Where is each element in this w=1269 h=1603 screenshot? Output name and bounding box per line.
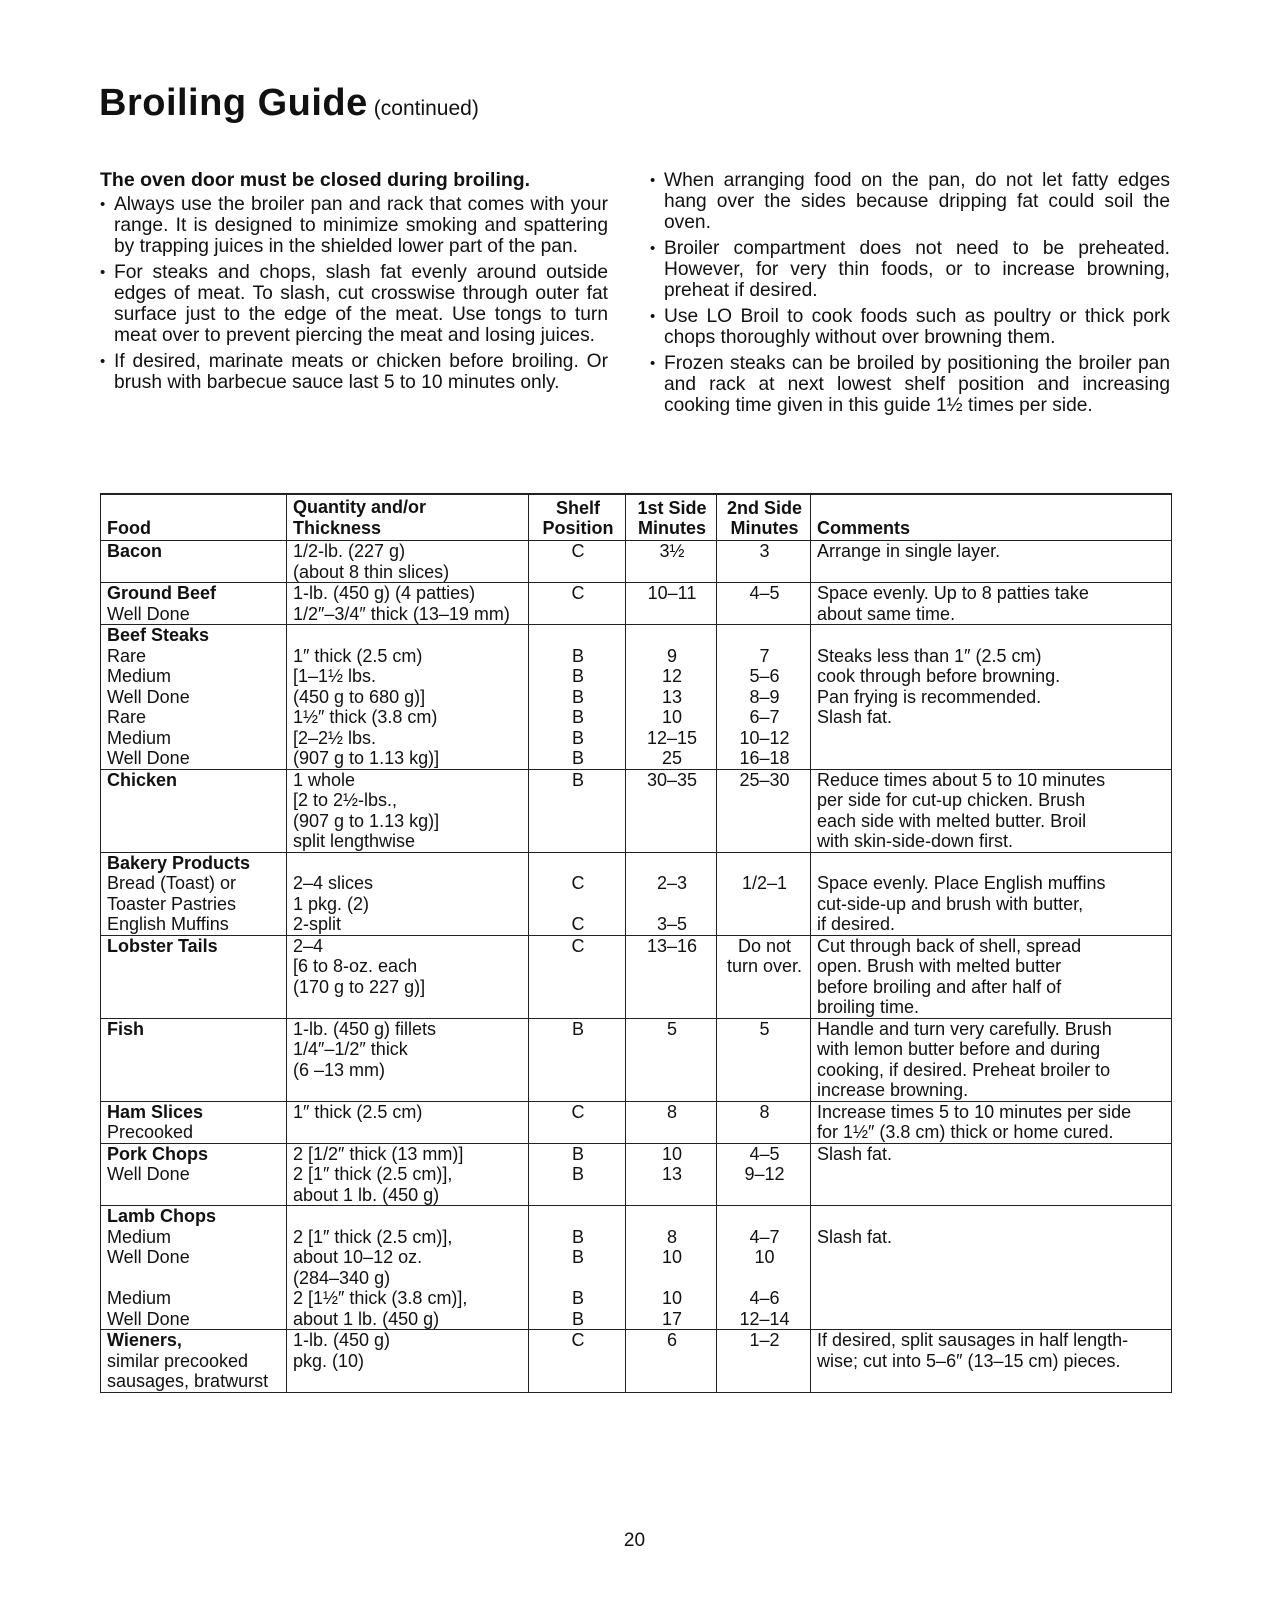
cell-quantity-line: (450 g to 680 g)] [293, 686, 426, 707]
cell-side2 [717, 583, 811, 625]
cell-comments-line: Steaks less than 1″ (2.5 cm) [817, 645, 1042, 666]
cell-side2 [717, 769, 811, 852]
cell-side1-line: 10 [661, 1143, 683, 1164]
cell-comments [811, 583, 1172, 625]
cell-side2-line: 1/2–1 [741, 873, 788, 893]
cell-side1-line [632, 853, 712, 874]
cell-side1 [626, 541, 717, 583]
title-sub: (continued) [373, 97, 479, 120]
cell-shelf-line: C [571, 935, 585, 956]
cell-side2 [717, 1206, 811, 1289]
cell-food-line: Well Done [107, 603, 190, 624]
header-food: Food [101, 494, 287, 541]
cell-quantity-line: (about 8 thin slices) [293, 561, 450, 582]
header-side1-line: 1st Side [637, 498, 707, 518]
header-comments: Comments [811, 494, 1172, 541]
cell-comments-line: Handle and turn very carefully. Brush [817, 1018, 1112, 1039]
cell-quantity-line: pkg. (10) [293, 1350, 365, 1371]
cell-quantity [287, 935, 529, 1018]
cell-shelf-line [535, 625, 621, 646]
cell-comments-line: Increase times 5 to 10 minutes per side [817, 1101, 1132, 1122]
cell-shelf-line [535, 853, 621, 874]
cell-quantity [287, 1330, 529, 1393]
header-side2 [717, 494, 811, 541]
cell-food-line: Toaster Pastries [107, 893, 237, 914]
cell-quantity-line: (907 g to 1.13 kg)] [293, 748, 440, 768]
cell-shelf-line: B [571, 1143, 584, 1164]
cell-quantity-line: [2 to 2½-lbs., [293, 790, 398, 810]
cell-side1-line: 3½ [659, 541, 685, 561]
cell-side2 [717, 1018, 811, 1101]
cell-shelf-line: B [571, 1018, 584, 1039]
cell-comments-line: Pan frying is recommended. [817, 686, 1042, 707]
cell-food-line: Well Done [107, 1308, 190, 1329]
cell-side2-line: 4–5 [749, 1143, 780, 1164]
cell-side1-line [632, 894, 712, 915]
cell-comments [811, 1206, 1172, 1289]
cell-side1-line: 10–11 [647, 583, 697, 603]
cell-side1-line: 10 [661, 1247, 683, 1267]
cell-side2 [717, 1101, 811, 1143]
cell-comments-line: Cut through back of shell, spread [817, 935, 1082, 956]
cell-side2-line [723, 1206, 806, 1227]
cell-food [101, 1101, 287, 1143]
cell-side2-line: 16–18 [739, 748, 790, 768]
cell-quantity-line: [6 to 8-oz. each [293, 956, 418, 976]
table-row [101, 1101, 1172, 1143]
cell-side1 [626, 1018, 717, 1101]
intro-bullet: • Use LO Broil to cook foods such as poultry or thick pork chops thoroughly without over browning them. [650, 306, 1170, 348]
cell-side1-line: 13–16 [646, 935, 698, 956]
cell-side2 [717, 707, 811, 769]
cell-quantity-line: about 1 lb. (450 g) [293, 1308, 440, 1329]
cell-quantity-line: 1-lb. (450 g) [293, 1330, 391, 1350]
cell-side1-line [632, 1206, 712, 1227]
cell-quantity [287, 1206, 529, 1289]
cell-shelf-line: B [571, 727, 584, 748]
cell-shelf-line: B [571, 1247, 584, 1267]
cell-side1 [626, 583, 717, 625]
intro-columns [100, 170, 1170, 421]
table-body [101, 541, 1172, 1393]
cell-food-line: Well Done [107, 1247, 190, 1267]
cell-comments-line: wise; cut into 5–6″ (13–15 cm) pieces. [817, 1350, 1121, 1371]
cell-shelf-line [535, 894, 621, 915]
table-header [101, 494, 1172, 541]
cell-quantity-line: (284–340 g) [293, 1267, 391, 1288]
cell-side2-line [723, 914, 806, 935]
cell-shelf-line: B [571, 686, 584, 707]
cell-food [101, 625, 287, 708]
cell-shelf [529, 1143, 626, 1206]
cell-quantity-line: 1″ thick (2.5 cm) [293, 645, 423, 666]
cell-quantity-line: 1 pkg. (2) [293, 893, 370, 914]
header-shelf [529, 494, 626, 541]
food-name: Bakery Products [107, 852, 251, 873]
cell-shelf-line: C [571, 873, 585, 893]
cell-shelf [529, 1101, 626, 1143]
cell-side2-line: 4–6 [749, 1288, 780, 1308]
cell-shelf-line: B [571, 645, 584, 666]
intro-bullet: • Always use the broiler pan and rack that comes with your range. It is designed to minimize smoking and spattering by trapping juices in the shielded lower part of the pan. [100, 194, 608, 257]
food-name: Chicken [107, 769, 178, 790]
cell-quantity-line: 2 [1½″ thick (3.8 cm)], [293, 1288, 468, 1308]
cell-quantity-line: (6 –13 mm) [293, 1059, 386, 1080]
header-row [101, 494, 1172, 541]
cell-quantity [287, 541, 529, 583]
cell-side1 [626, 1206, 717, 1289]
cell-side2 [717, 1143, 811, 1206]
cell-shelf-line: B [571, 1308, 584, 1329]
cell-side1-line: 10 [661, 707, 683, 727]
cell-side2-line: 12–14 [739, 1308, 790, 1329]
intro-bullet: • Broiler compartment does not need to be preheated. However, for very thin foods, or to increase browning, preheat if desired. [650, 238, 1170, 301]
cell-comments [811, 935, 1172, 1018]
cell-quantity-line: 1/4″–1/2″ thick [293, 1039, 408, 1059]
title-main: Broiling Guide [99, 82, 368, 124]
cell-quantity-line: about 1 lb. (450 g) [293, 1184, 440, 1205]
cell-side2-line: 5 [759, 1018, 770, 1039]
cell-food [101, 1143, 287, 1206]
cell-side1-line: 10 [661, 1288, 683, 1308]
cell-comments-line: per side for cut-up chicken. Brush [817, 790, 1086, 810]
food-name: Ground Beef [107, 583, 217, 603]
cell-shelf [529, 707, 626, 769]
header-shelf-line: Shelf [555, 498, 600, 518]
cell-comments-line: cook through before browning. [817, 666, 1061, 686]
cell-food-line: Medium [107, 1288, 172, 1308]
cell-side2-line [723, 853, 806, 874]
intro-left-column [100, 170, 608, 421]
table-row [101, 1018, 1172, 1101]
cell-shelf-line [535, 1206, 621, 1227]
cell-shelf-line: B [571, 666, 584, 686]
cell-quantity [287, 625, 529, 708]
cell-food-line: English Muffins [107, 914, 229, 934]
cell-side1-line: 8 [666, 1101, 677, 1122]
cell-comments-line: Reduce times about 5 to 10 minutes [817, 769, 1106, 790]
cell-side2-line: 6–7 [749, 707, 780, 727]
table-row [101, 1143, 1172, 1206]
table-row [101, 769, 1172, 852]
food-name: Ham Slices [107, 1101, 204, 1122]
cell-quantity-line: 1″ thick (2.5 cm) [293, 1101, 423, 1122]
cell-food [101, 1330, 287, 1393]
cell-quantity-line [293, 625, 524, 646]
cell-comments-line: cut-side-up and brush with butter, [817, 893, 1084, 914]
cell-food [101, 707, 287, 769]
cell-quantity-line: 1-lb. (450 g) (4 patties) [293, 583, 476, 603]
cell-comments [811, 707, 1172, 769]
cell-side2-line: 4–5 [749, 583, 780, 603]
cell-shelf-line: B [571, 1226, 584, 1247]
cell-food [101, 935, 287, 1018]
cell-food-line: Precooked [107, 1122, 194, 1142]
cell-side2 [717, 625, 811, 708]
cell-quantity-line: 1½″ thick (3.8 cm) [293, 707, 438, 727]
cell-side2-line [723, 894, 806, 915]
cell-side2-line: 8 [759, 1101, 770, 1122]
cell-quantity-line: 1/2-lb. (227 g) [293, 541, 406, 561]
cell-side2-line: 5–6 [749, 666, 780, 686]
cell-side1 [626, 1288, 717, 1330]
cell-shelf [529, 625, 626, 708]
cell-side1 [626, 935, 717, 1018]
cell-food [101, 541, 287, 583]
table-row [101, 1288, 1172, 1330]
table-row [101, 1330, 1172, 1393]
cell-side2-line: turn over. [726, 956, 803, 976]
cell-quantity-line: (170 g to 227 g)] [293, 976, 426, 997]
cell-comments-line: increase browning. [817, 1080, 969, 1100]
header-side2-line: 2nd Side [726, 498, 802, 518]
cell-comments-line: before broiling and after half of [817, 976, 1062, 997]
cell-food [101, 1288, 287, 1330]
cell-food [101, 1206, 287, 1289]
cell-side2 [717, 1288, 811, 1330]
cell-side2 [717, 935, 811, 1018]
header-quantity-line: Quantity and/or [293, 497, 427, 517]
cell-quantity [287, 852, 529, 935]
cell-shelf-line: C [571, 1330, 585, 1350]
intro-bullet: • For steaks and chops, slash fat evenly around outside edges of meat. To slash, cut crosswise through outer fat surface just to the edge of the meat. Use tongs to turn meat over to prevent piercing the meat and losing juices. [100, 262, 608, 346]
cell-food-line: Medium [107, 1226, 172, 1247]
cell-quantity [287, 1288, 529, 1330]
cell-food [101, 583, 287, 625]
cell-comments-line [817, 1206, 1167, 1227]
cell-comments-line: Slash fat. [817, 1143, 893, 1164]
cell-food-line: Well Done [107, 1164, 190, 1184]
cell-comments-line: Space evenly. Place English muffins [817, 873, 1106, 893]
cell-shelf [529, 583, 626, 625]
cell-food-line: sausages, bratwurst [107, 1371, 269, 1391]
header-quantity-line: Thickness [293, 517, 382, 538]
cell-comments-line: with lemon butter before and during [817, 1039, 1101, 1059]
cell-food-line: Medium [107, 727, 172, 748]
cell-side1-line: 13 [661, 1164, 683, 1184]
cell-side1 [626, 852, 717, 935]
cell-side1 [626, 1101, 717, 1143]
table-row [101, 852, 1172, 935]
cell-food-line: similar precooked [107, 1350, 249, 1371]
cell-quantity-line: [2–2½ lbs. [293, 727, 377, 748]
cell-side2-line [723, 625, 806, 646]
cell-comments-line: broiling time. [817, 997, 920, 1017]
cell-side2-line: 25–30 [739, 769, 790, 790]
table-row [101, 1206, 1172, 1289]
cell-shelf-line: C [571, 914, 585, 934]
cell-comments [811, 1143, 1172, 1206]
food-name: Bacon [107, 541, 163, 561]
cell-food-line: Rare [107, 707, 147, 727]
cell-side2-line: 1–2 [749, 1330, 780, 1350]
cell-comments-line: Space evenly. Up to 8 patties take [817, 583, 1089, 603]
cell-comments [811, 1101, 1172, 1143]
cell-comments-line: for 1½″ (3.8 cm) thick or home cured. [817, 1122, 1114, 1142]
cell-comments-line: Slash fat. [817, 707, 893, 727]
cell-comments-line: cooking, if desired. Preheat broiler to [817, 1059, 1111, 1080]
cell-side1-line: 6 [666, 1330, 677, 1350]
cell-shelf-line: B [571, 748, 584, 768]
cell-comments-line: If desired, split sausages in half length- [817, 1330, 1129, 1350]
cell-comments-line: Arrange in single layer. [817, 541, 1001, 561]
cell-quantity [287, 769, 529, 852]
cell-comments [811, 1288, 1172, 1330]
cell-quantity [287, 707, 529, 769]
cell-side1 [626, 707, 717, 769]
cell-quantity-line: 2 [1″ thick (2.5 cm)], [293, 1226, 453, 1247]
food-name: Pork Chops [107, 1143, 209, 1164]
cell-side2-line: 8–9 [749, 686, 780, 707]
cell-side1-line: 3–5 [656, 914, 688, 934]
cell-side2-line: 9–12 [744, 1164, 785, 1184]
cell-quantity-line: 2–4 slices [293, 873, 374, 893]
cell-side1-line: 2–3 [656, 873, 688, 893]
cell-side1 [626, 1143, 717, 1206]
cell-shelf-line: B [571, 707, 584, 727]
cell-food-line: Rare [107, 645, 147, 666]
header-side2-line: Minutes [730, 518, 799, 538]
cell-side1-line: 17 [661, 1308, 683, 1329]
cell-quantity [287, 583, 529, 625]
cell-side1 [626, 625, 717, 708]
cell-shelf [529, 1288, 626, 1330]
intro-right-column [650, 170, 1170, 421]
table-row [101, 541, 1172, 583]
cell-quantity-line: split lengthwise [293, 831, 416, 851]
cell-shelf [529, 769, 626, 852]
cell-quantity-line: 1 whole [293, 769, 356, 790]
cell-side2-line: 10–12 [739, 727, 790, 748]
cell-shelf-line: B [571, 769, 584, 790]
cell-shelf-line: C [571, 1101, 585, 1122]
cell-shelf-line: C [571, 583, 585, 603]
cell-quantity [287, 1018, 529, 1101]
cell-food-line: Well Done [107, 748, 190, 768]
cell-shelf [529, 541, 626, 583]
cell-side2-line: Do not [737, 935, 792, 956]
cell-comments-line: with skin-side-down first. [817, 831, 1014, 851]
cell-quantity-line [293, 853, 524, 874]
page-number: 20 [623, 1530, 646, 1551]
food-name: Fish [107, 1018, 145, 1039]
page-title [99, 82, 479, 125]
cell-side1 [626, 1330, 717, 1393]
cell-side1-line: 30–35 [646, 769, 698, 790]
cell-side1-line: 9 [666, 645, 677, 666]
cell-quantity-line: 1-lb. (450 g) fillets [293, 1018, 437, 1039]
cell-side1-line [632, 625, 712, 646]
cell-shelf [529, 1018, 626, 1101]
cell-comments-line: each side with melted butter. Broil [817, 810, 1087, 831]
cell-comments-line: if desired. [817, 914, 896, 934]
table-row [101, 583, 1172, 625]
cell-comments-line: Slash fat. [817, 1226, 893, 1247]
cell-side2-line: 10 [754, 1247, 775, 1267]
food-name: Lobster Tails [107, 935, 218, 956]
cell-comments-line: open. Brush with melted butter [817, 956, 1062, 976]
cell-shelf-line: B [571, 1288, 584, 1308]
cell-quantity-line: 2 [1/2″ thick (13 mm)] [293, 1143, 464, 1164]
table-row [101, 935, 1172, 1018]
cell-food-line: Well Done [107, 686, 190, 707]
cell-side2 [717, 1330, 811, 1393]
cell-side2-line: 4–7 [749, 1226, 780, 1247]
table-row [101, 707, 1172, 769]
cell-side2 [717, 852, 811, 935]
cell-quantity-line: (907 g to 1.13 kg)] [293, 810, 440, 831]
cell-quantity [287, 1101, 529, 1143]
food-name: Lamb Chops [107, 1206, 217, 1226]
header-side1 [626, 494, 717, 541]
intro-bullet: • When arranging food on the pan, do not let fatty edges hang over the sides because dripping fat could soil the oven. [650, 170, 1170, 233]
cell-quantity-line: 1/2″–3/4″ thick (13–19 mm) [293, 603, 510, 624]
cell-quantity-line: about 10–12 oz. [293, 1247, 423, 1267]
broiling-table [100, 493, 1172, 1393]
cell-comments [811, 625, 1172, 708]
cell-side1-line: 12–15 [646, 727, 698, 748]
cell-comments [811, 769, 1172, 852]
cell-side1-line: 8 [666, 1226, 677, 1247]
header-side1-line: Minutes [637, 518, 706, 538]
cell-side1-line: 25 [661, 748, 683, 768]
intro-bullet: • Frozen steaks can be broiled by positioning the broiler pan and rack at next lowest shelf position and increasing cooking time given in this guide 1½ times per side. [650, 353, 1170, 416]
cell-shelf [529, 852, 626, 935]
cell-comments [811, 852, 1172, 935]
cell-comments-line [817, 625, 1167, 646]
cell-quantity-line [293, 1206, 524, 1227]
cell-side1-line: 12 [661, 666, 683, 686]
cell-quantity-line: 2–4 [293, 935, 324, 956]
header-shelf-line: Position [542, 518, 614, 538]
cell-shelf [529, 935, 626, 1018]
cell-side1-line: 5 [666, 1018, 677, 1039]
cell-side2-line: 3 [759, 541, 770, 561]
cell-shelf-line: B [571, 1164, 584, 1184]
cell-food-line: Medium [107, 666, 172, 686]
intro-bullet: • If desired, marinate meats or chicken before broiling. Or brush with barbecue sauce last 5 to 10 minutes only. [100, 351, 608, 393]
cell-comments-line [817, 853, 1167, 874]
cell-side2-line: 7 [759, 645, 770, 666]
cell-quantity-line: 2-split [293, 914, 342, 934]
cell-comments-line: about same time. [817, 603, 956, 624]
cell-comments [811, 541, 1172, 583]
food-name: Wieners, [107, 1330, 182, 1350]
cell-food [101, 852, 287, 935]
intro-lead: The oven door must be closed during broiling. [100, 169, 531, 191]
cell-quantity [287, 1143, 529, 1206]
cell-food [101, 1018, 287, 1101]
cell-side2 [717, 541, 811, 583]
cell-quantity-line: [1–1½ lbs. [293, 666, 377, 686]
cell-comments [811, 1330, 1172, 1393]
table-row [101, 625, 1172, 708]
cell-shelf-line: C [571, 541, 585, 561]
cell-quantity-line: 2 [1″ thick (2.5 cm)], [293, 1164, 453, 1184]
header-quantity [287, 494, 529, 541]
cell-side1-line: 13 [661, 686, 683, 707]
cell-food [101, 769, 287, 852]
cell-comments [811, 1018, 1172, 1101]
cell-shelf [529, 1206, 626, 1289]
cell-food-line: Bread (Toast) or [107, 873, 237, 893]
food-name: Beef Steaks [107, 625, 210, 645]
cell-side1 [626, 769, 717, 852]
cell-shelf [529, 1330, 626, 1393]
